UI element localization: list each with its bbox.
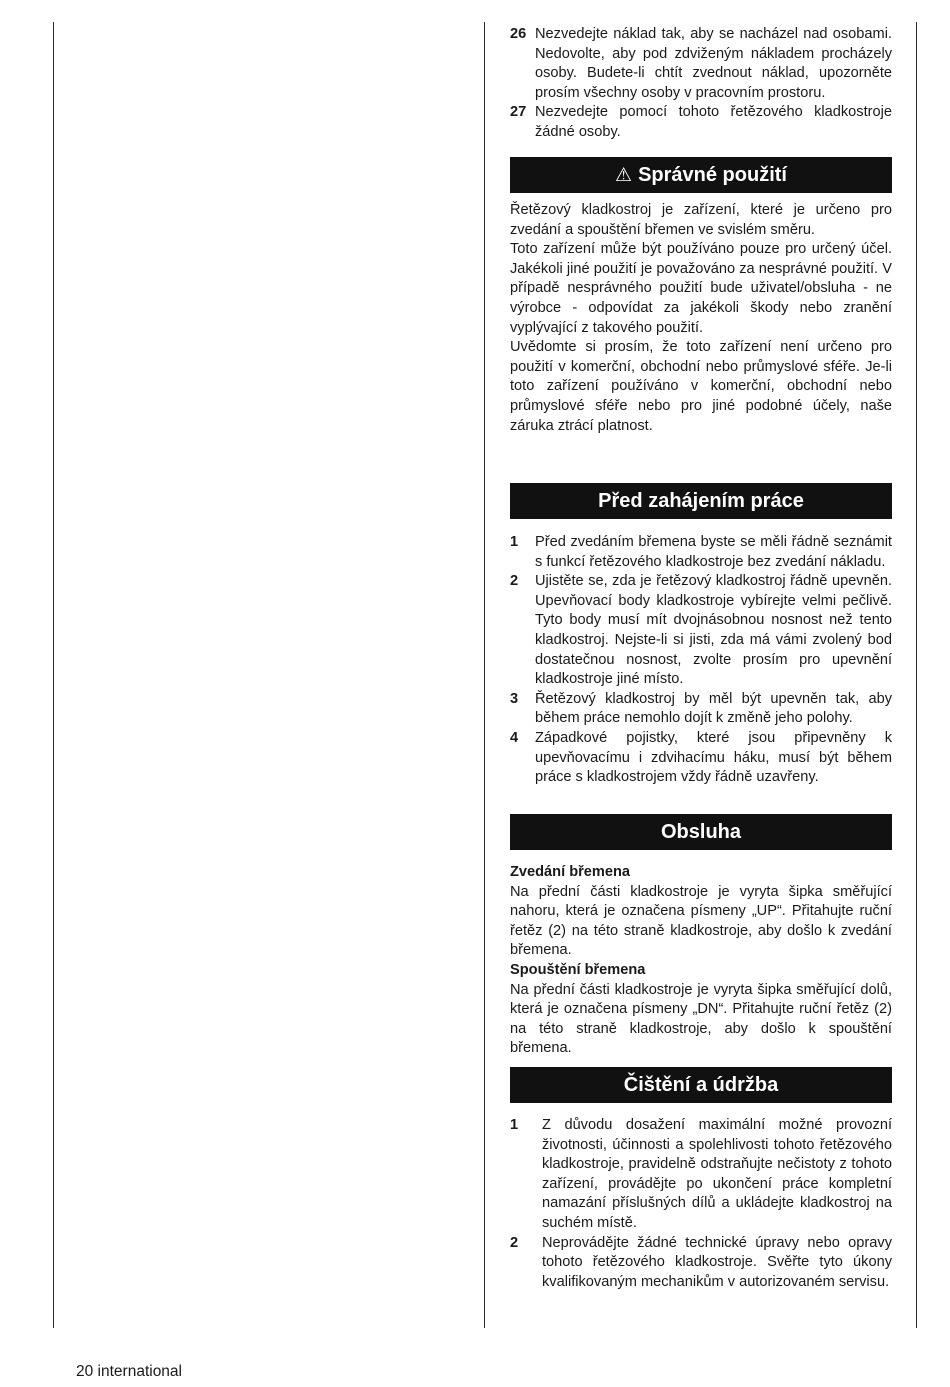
section-title: Čištění a údržba xyxy=(623,1074,779,1096)
subheading-lifting: Zvedání břemena xyxy=(510,864,631,880)
page-footer: 20 international xyxy=(76,1363,182,1380)
item-number: 2 xyxy=(510,1234,519,1251)
section-title: Před zahájením práce xyxy=(598,490,804,512)
right-margin-rule xyxy=(916,22,917,1328)
list-item xyxy=(510,572,892,690)
item-text: Nezvedejte pomocí tohoto řetězového kladkostroje žádné osoby. xyxy=(535,104,892,140)
section-title: Správné použití xyxy=(638,164,787,186)
paragraph-lifting: Na přední části kladkostroje je vyryta šipka směřující nahoru, která je označena písmeny „UP“. Přitahujte ruční řetěz (2) na této straně kladkostroje, aby došlo k zvedání břemena. xyxy=(510,883,892,959)
item-number: 3 xyxy=(510,690,519,707)
item-text: Neprovádějte žádné technické úpravy nebo opravy tohoto řetězového kladkostroje. Svěřte tyto úkony kvalifikovaným mechanikům v autorizovaném servisu. xyxy=(542,1234,892,1290)
paragraph-lowering: Na přední části kladkostroje je vyryta šipka směřující dolů, která je označena písmeny „DN“. Přitahujte ruční řetěz (2) na této straně kladkostroje, aby došlo k spouštění břemena. xyxy=(510,981,892,1057)
item-number: 27 xyxy=(510,104,527,121)
section-header xyxy=(510,1067,892,1103)
list-item xyxy=(510,1116,892,1234)
item-number: 26 xyxy=(510,26,527,42)
list-item xyxy=(510,729,892,788)
paragraph: Uvědomte si prosím, že toto zařízení není určeno pro použití v komerční, obchodní nebo průmyslové sféře. Je-li toto zařízení používáno v komerční, obchodní nebo průmyslové sféře nebo pro jiné podobné účely, naše záruka ztrácí platnost. xyxy=(510,339,892,434)
section-title: Obsluha xyxy=(660,821,741,843)
list-item xyxy=(510,533,892,572)
paragraph: Toto zařízení může být používáno pouze pro určený účel. Jakékoli jiné použití je považováno za nesprávné použití. V případě nesprávného použití bude uživatel/obsluha - ne výrobce - odpovídat za jakékoli škody nebo zranění vyplývající z takového použití. xyxy=(510,241,892,336)
item-number: 4 xyxy=(510,729,519,746)
item-text: Ujistěte se, zda je řetězový kladkostroj řádně upevněn. Upevňovací body kladkostroje vybírejte velmi pečlivě. Tyto body musí mít dvojnásobnou nosnost než tento kladkostroj. Nejste-li si jisti, zda má vámi zvolený bod dostatečnou nosnost, zvolte prosím pro upevnění kladkostroje jiné místo. xyxy=(535,573,892,688)
left-margin-rule xyxy=(53,22,54,1328)
warning-triangle-icon: ⚠ xyxy=(615,165,633,186)
list-item xyxy=(510,690,892,729)
section-header xyxy=(510,814,892,850)
item-text: Z důvodu dosažení maximální možné provozní životnosti, účinnosti a spolehlivosti tohoto řetězového kladkostroje, pravidelně odstraňujte nečistoty z tohoto zařízení, provádějte po ukončení práce kompletní namazání příslušných dílů a ukládejte kladkostroj na suchém místě. xyxy=(542,1117,892,1231)
section-cleaning xyxy=(510,1067,892,1292)
section-header xyxy=(510,157,892,193)
item-text: Před zvedáním břemena byste se měli řádně seznámit s funkcí řetězového kladkostroje bez zvedání nákladu. xyxy=(535,534,892,570)
subheading-lowering: Spouštění břemena xyxy=(510,961,646,978)
list-item xyxy=(510,103,892,142)
item-text: Západkové pojistky, které jsou připevněny k upevňovacímu i zdvihacímu háku, musí být během práce s kladkostrojem vždy řádně uzavřeny. xyxy=(535,729,892,786)
column-divider-rule xyxy=(484,22,485,1328)
section-before-work xyxy=(510,483,892,788)
section-usage xyxy=(510,157,892,436)
paragraph: Řetězový kladkostroj je zařízení, které je určeno pro zvedání a spouštění břemen ve svislém směru. xyxy=(510,202,892,238)
list-item xyxy=(510,1234,892,1293)
item-number: 2 xyxy=(510,573,519,590)
section-header xyxy=(510,483,892,519)
item-text: Nezvedejte náklad tak, aby se nacházel nad osobami. Nedovolte, aby pod zdviženým nákladem procházely osoby. Budete-li chtít zvednout náklad, upozorněte prosím všechny osoby v pracovním prostoru. xyxy=(535,26,892,101)
section-operation xyxy=(510,814,892,1059)
item-number: 1 xyxy=(510,1117,519,1133)
item-text: Řetězový kladkostroj by měl být upevněn tak, aby během práce nemohlo dojít k změně jeho polohy. xyxy=(535,690,892,727)
top-list xyxy=(510,25,892,143)
item-number: 1 xyxy=(510,534,519,550)
list-item xyxy=(510,25,892,103)
